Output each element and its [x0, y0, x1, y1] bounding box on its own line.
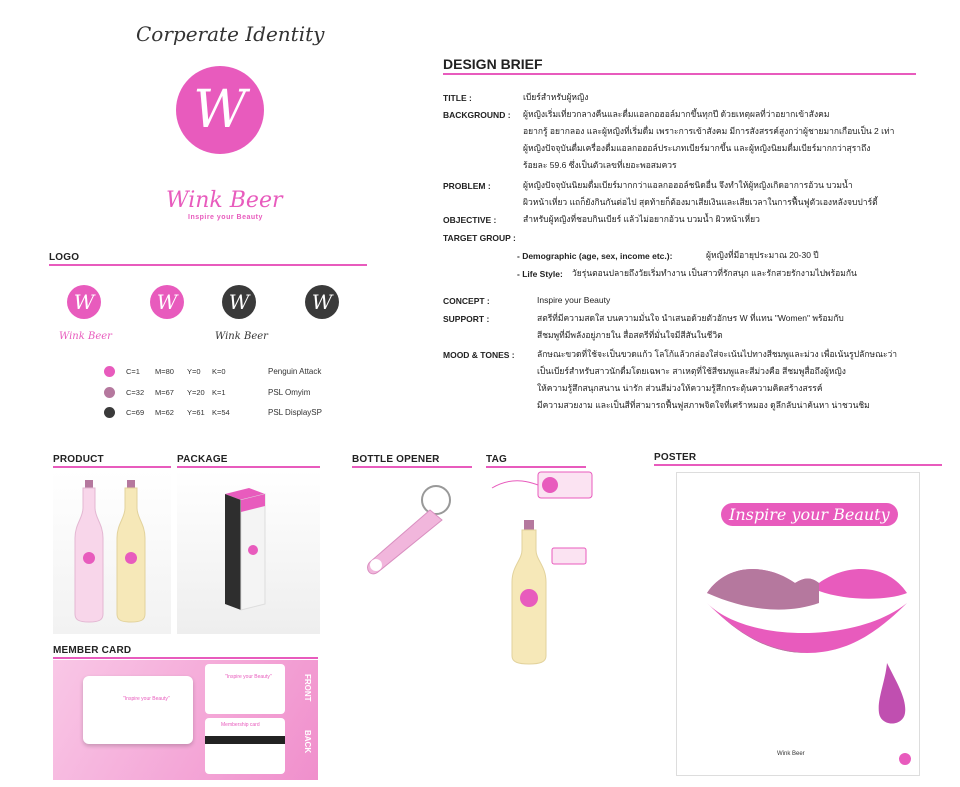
tag-section-line [486, 466, 586, 468]
brief-objective-text: สำหรับผู้หญิงที่ชอบกินเบียร์ แล้วไม่อยากอ้วน บวมน้ำ ผิวหน้าเหี่ยว [523, 214, 760, 224]
brief-mood-line: ให้ความรู้สึกสนุกสนาน น่ารัก ส่วนสีม่วงให้ความรู้สึกกระตุ้นความคิดสร้างสรรค์ [537, 383, 823, 393]
package-box-illustration [177, 470, 320, 634]
brief-objective-label: OBJECTIVE : [443, 215, 497, 225]
card-back-small [205, 718, 285, 774]
main-logo-circle [176, 66, 264, 154]
bottle-opener-image [352, 470, 472, 590]
cmyk-value: M=67 [155, 388, 174, 397]
brief-mood-line: เป็นเบียร์สำหรับสาวนักดื่มโดยเฉพาะ สาเหตุที่ใช้สีชมพูและสีม่วงคือ สีชมพูสื่อถึงผู้หญิง [537, 366, 846, 376]
logo-variant-letter: W [311, 290, 333, 314]
brief-support-label: SUPPORT : [443, 314, 490, 324]
brief-mood-line: ลักษณะขวดที่ใช้จะเป็นขวดแก้ว โลโก้แล้วกล่องใส่จะเน้นไปทางสีชมพูและม่วง เพื่อเน้นรูปลักษณะว่า [537, 349, 898, 359]
product-section-title: PRODUCT [53, 454, 104, 465]
brief-demographic-label: - Demographic (age, sex, income etc.): [517, 251, 673, 261]
brief-support-line: สีชมพูที่มีพลังอยู่ภายใน สื่อสตรีที่มั่นใจมีสีสันในชีวิต [537, 330, 723, 340]
poster-slogan: Inspire your Beauty [721, 503, 898, 526]
poster-footer-logo [899, 753, 911, 765]
brief-background-line: ร้อยละ 59.6 ซึ่งเป็นตัวเลขที่เยอะพอสมควร [523, 160, 677, 170]
cmyk-value: M=62 [155, 408, 174, 417]
logo-variant-dark [305, 285, 339, 319]
brief-mood-line: มีความสวยงาม และเป็นสีที่สามารถฟื้นฟูสภาพจิตใจที่เศร้าหมอง ดูลึกลับน่าค้นหา น่าชวนชิม [537, 400, 870, 410]
logo-variant-dark-with-name [222, 285, 256, 319]
color-swatch [104, 407, 115, 418]
cmyk-value: M=80 [155, 367, 174, 376]
card-front-label: FRONT [303, 674, 312, 702]
poster-footer-brand: Wink Beer [777, 751, 805, 757]
logo-section-line [49, 264, 367, 266]
brief-mood-label: MOOD & TONES : [443, 350, 515, 360]
cmyk-value: K=1 [212, 388, 226, 397]
member-card-section-line [53, 657, 318, 659]
cmyk-value: C=69 [126, 408, 145, 417]
cmyk-value: K=0 [212, 367, 226, 376]
brief-background-line: ผู้หญิงปัจจุบันดื่มเครื่องดื่มแอลกอฮอล์ประเภทเบียร์มากขึ้น และผู้หญิงนิยมดื่มเบียร์มากกว่าสุราถึง [523, 143, 871, 153]
bottle-pair-illustration [53, 470, 171, 634]
card-magnetic-stripe [205, 736, 285, 744]
logo-variant-pink-with-name [67, 285, 101, 319]
brief-concept-text: Inspire your Beauty [537, 295, 611, 305]
logo-variant-letter: W [228, 290, 250, 314]
logo-variant-letter: W [73, 290, 95, 314]
logo-letter: W [193, 80, 247, 140]
cmyk-value: C=1 [126, 367, 140, 376]
package-section-title: PACKAGE [177, 454, 228, 465]
brief-background-line: อยากรู้ อยากลอง และผู้หญิงที่เริ่มดื่ม เพราะการเข้าสังคม มีการสังสรรค์สูงกว่าผู้ชายมากเกือบเป็น 2 เท่า [523, 126, 895, 136]
tag-illustration [486, 470, 596, 675]
brief-lifestyle-label: - Life Style: [517, 269, 563, 279]
cmyk-value: Y=20 [187, 388, 205, 397]
brief-title-label: TITLE : [443, 93, 472, 103]
color-swatch [104, 366, 115, 377]
package-image [177, 470, 320, 634]
font-name: PSL DisplaySP [268, 408, 322, 417]
package-section-line [177, 466, 320, 468]
poster-image [676, 472, 920, 776]
tag-image [486, 470, 596, 675]
brief-lifestyle-text: วัยรุ่นตอนปลายถึงวัยเริ่มทำงาน เป็นสาวที่รักสนุก และรักสวยรักงามไปพร้อมกัน [572, 268, 857, 278]
member-card-image [53, 660, 318, 780]
brief-title: DESIGN BRIEF [443, 56, 543, 72]
brief-demographic-text: ผู้หญิงที่มีอายุประมาณ 20-30 ปี [706, 250, 819, 260]
brief-title-text: เบียร์สำหรับผู้หญิง [523, 92, 589, 102]
brief-problem-label: PROBLEM : [443, 181, 491, 191]
opener-section-line [352, 466, 472, 468]
brief-support-line: สตรีที่มีความสดใส บนความมั่นใจ นำเสนอด้วยตัวอักษร W ที่แทน "Women" พร้อมกับ [537, 313, 844, 323]
poster-section-line [654, 464, 942, 466]
brief-target-label: TARGET GROUP : [443, 233, 516, 243]
brief-title-line [443, 73, 916, 75]
tag-section-title: TAG [486, 454, 507, 465]
card-small-slogan: "Inspire your Beauty" [225, 674, 272, 680]
logo-tagline: Inspire your Beauty [188, 214, 263, 221]
brief-background-label: BACKGROUND : [443, 110, 511, 120]
poster-section-title: POSTER [654, 452, 697, 463]
product-section-line [53, 466, 171, 468]
product-image [53, 470, 171, 634]
cmyk-value: Y=61 [187, 408, 205, 417]
logo-brand-name: Wink Beer [166, 188, 283, 213]
card-front-large [83, 676, 193, 744]
logo-variant-pink [150, 285, 184, 319]
bottle-opener-illustration [352, 470, 472, 590]
brief-background-line: ผู้หญิงเริ่มเที่ยวกลางคืนและดื่มแอลกอฮอล์มากขึ้นทุกปี ด้วยเหตุผลที่ว่าอยากเข้าสังคม [523, 109, 830, 119]
font-name: Penguin Attack [268, 367, 322, 376]
brief-concept-label: CONCEPT : [443, 296, 490, 306]
card-member-label: Membership card [221, 722, 260, 728]
cmyk-value: Y=0 [187, 367, 201, 376]
poster-lips-illustration [677, 533, 919, 776]
logo-section-title: LOGO [49, 252, 80, 263]
member-card-section-title: MEMBER CARD [53, 645, 132, 656]
opener-section-title: BOTTLE OPENER [352, 454, 440, 465]
cmyk-value: C=32 [126, 388, 145, 397]
logo-variant-letter: W [156, 290, 178, 314]
brief-problem-line: ผิวหน้าเหี่ยว แถก็ยังกินกันต่อไป สุดท้ายก็ต้องมาเสียเงินและเสียเวลาในการฟื้นฟูตัวเองหลังจบปาร์ตี้ [523, 197, 878, 207]
logo-variant-brand-pink: Wink Beer [59, 331, 112, 342]
color-swatch [104, 387, 115, 398]
brief-problem-line: ผู้หญิงปัจจุบันนิยมดื่มเบียร์มากกว่าแอลกอฮอล์ชนิดอื่น จึงทำให้ผู้หญิงเกิดอาการอ้วน บวมน้ำ [523, 180, 853, 190]
logo-variant-brand-dark: Wink Beer [215, 331, 268, 342]
font-name: PSL Omyim [268, 388, 311, 397]
card-slogan: "Inspire your Beauty" [123, 696, 170, 702]
card-back-label: BACK [303, 730, 312, 754]
page-title: Corperate Identity [136, 22, 325, 46]
card-front-small [205, 664, 285, 714]
cmyk-value: K=54 [212, 408, 230, 417]
